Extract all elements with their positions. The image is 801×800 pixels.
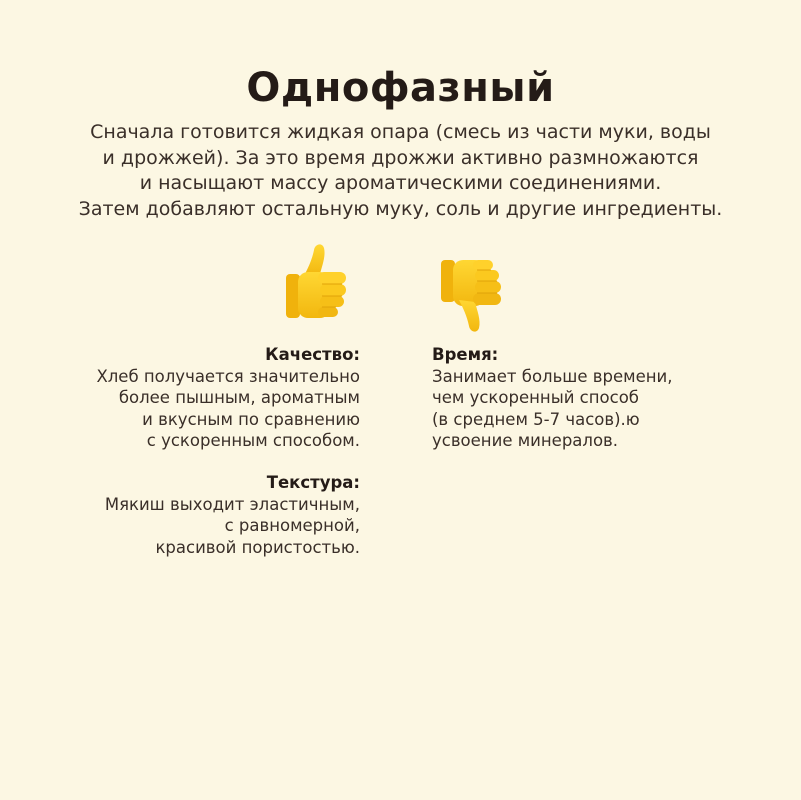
pro-quality-line: и вкусным по сравнению xyxy=(142,409,360,429)
pro-quality-line: Хлеб получается значительно xyxy=(96,366,360,386)
pro-texture-line: Мякиш выходит эластичным, xyxy=(104,494,360,514)
con-time-line: чем ускоренный способ xyxy=(432,388,639,407)
intro-line: Сначала готовится жидкая опара (смесь из части муки, воды xyxy=(90,121,711,143)
pro-quality xyxy=(96,344,360,452)
con-time-line: Занимает больше времени, xyxy=(432,366,673,386)
con-time-heading: Время: xyxy=(432,345,499,364)
pro-texture-line: красивой пористостью. xyxy=(155,537,360,557)
con-time-line: усвоение минералов. xyxy=(432,431,619,450)
intro-line: и насыщают массу ароматическими соединениями. xyxy=(139,172,662,194)
pro-quality-line: с ускоренным способом. xyxy=(146,431,360,450)
intro-text xyxy=(40,120,761,222)
con-time-line: (в среднем 5-7 часов).ю xyxy=(432,409,640,429)
thumbs-down-icon xyxy=(437,250,509,336)
con-time xyxy=(432,344,673,452)
pro-quality-line: более пышным, ароматным xyxy=(118,388,360,407)
pro-texture-heading: Текстура: xyxy=(266,473,360,492)
pro-texture xyxy=(105,472,360,558)
thumbs-up-icon xyxy=(282,240,354,326)
pro-quality-heading: Качество: xyxy=(265,345,360,364)
intro-line: Затем добавляют остальную муку, соль и другие ингредиенты. xyxy=(78,197,723,220)
page-title: Однофазный xyxy=(246,65,555,111)
pro-texture-line: с равномерной, xyxy=(224,516,360,535)
intro-line: и дрожжей). За это время дрожжи активно размножаются xyxy=(102,146,699,169)
